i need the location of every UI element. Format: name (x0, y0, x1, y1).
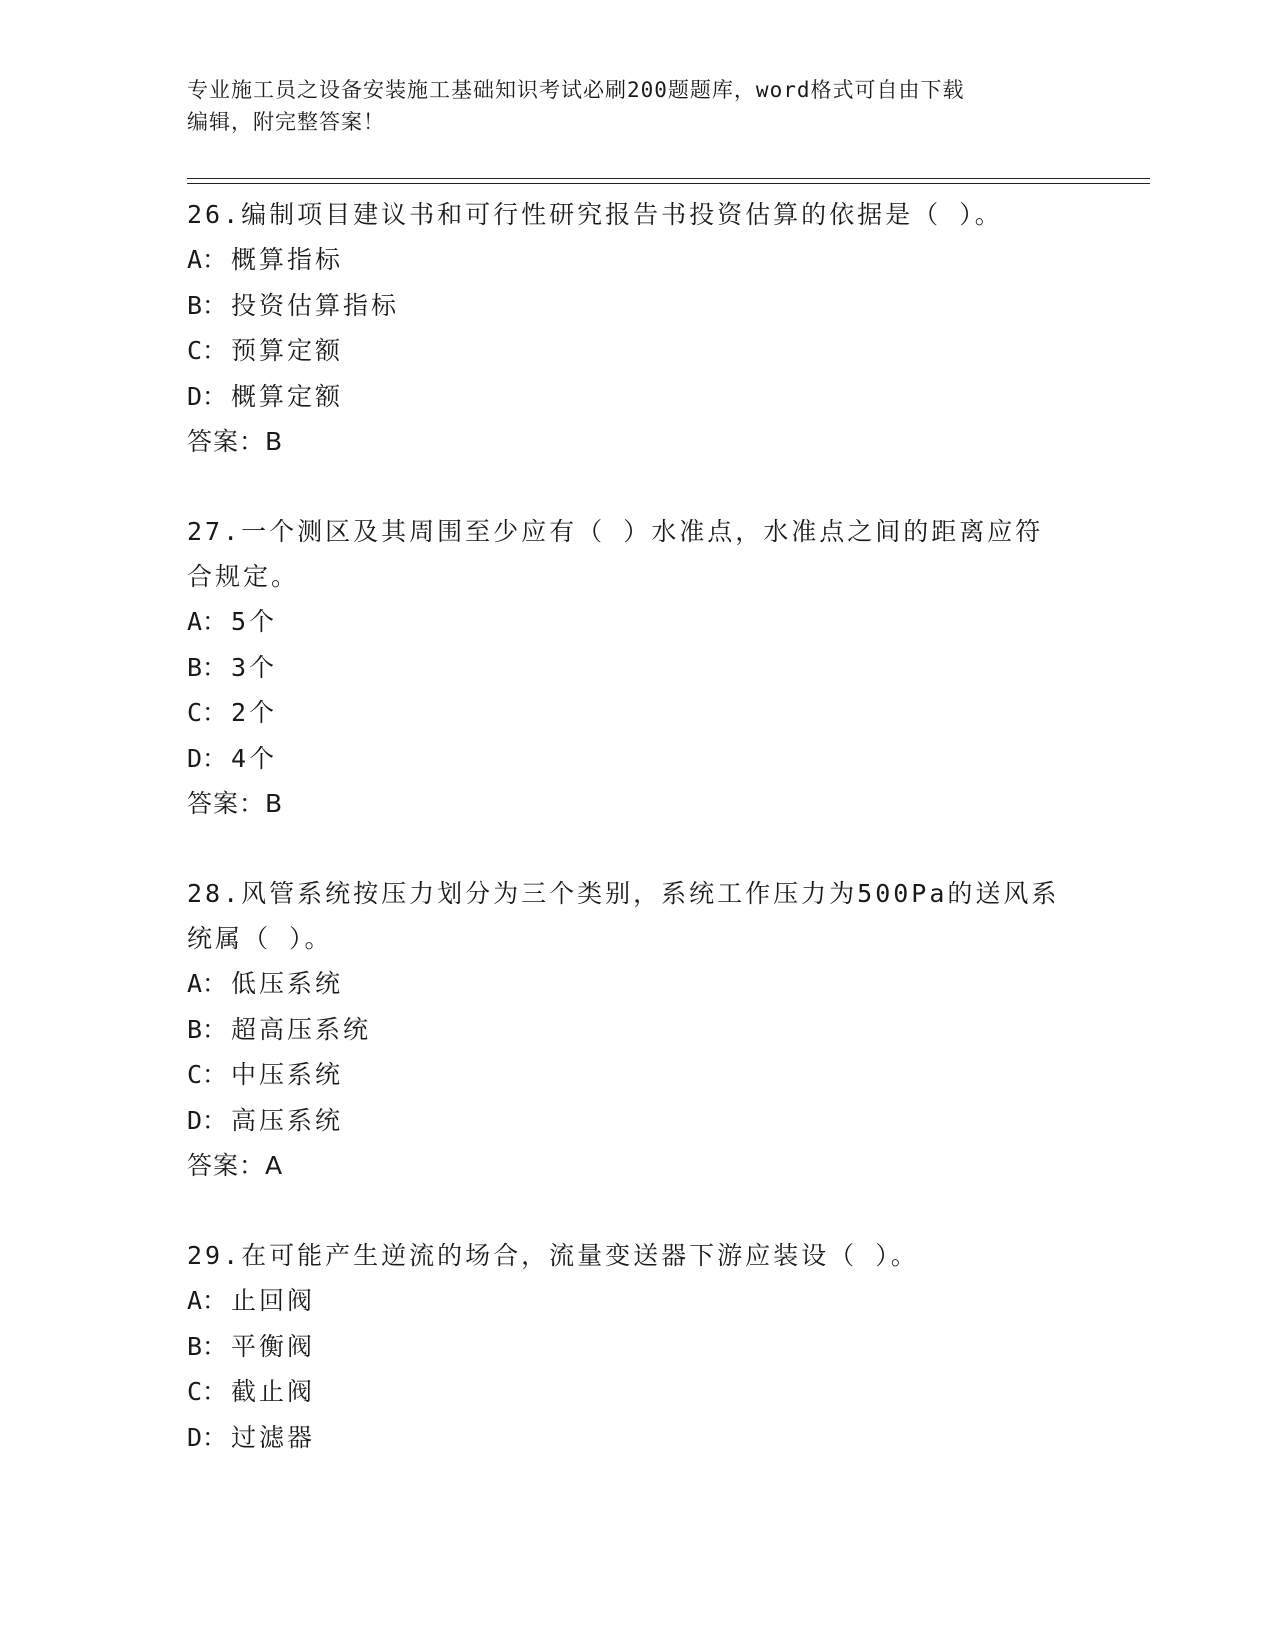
header-divider-top (187, 178, 1150, 179)
question-list (187, 192, 1087, 1504)
option-text: 5个 (231, 607, 278, 636)
option-text: 概算定额 (231, 381, 344, 411)
option-text: 4个 (231, 743, 278, 773)
option-key: A： (187, 245, 228, 274)
option-text: 概算指标 (231, 245, 344, 274)
option-text: 预算定额 (231, 336, 344, 365)
question-stem-line: 合规定。 (187, 562, 300, 591)
option-text: 3个 (231, 652, 278, 682)
option-key: B： (187, 1014, 228, 1044)
option-key: D： (187, 381, 228, 411)
option-key: A： (187, 1286, 228, 1315)
question-stem-line: 27.一个测区及其周围至少应有（ ）水准点，水准点之间的距离应符 (187, 517, 1044, 546)
option-text: 过滤器 (231, 1422, 316, 1452)
question-stem-line: 统属（ ）。 (187, 924, 333, 953)
option-key: B： (187, 290, 228, 320)
question-stem-line: 28.风管系统按压力划分为三个类别，系统工作压力为500Pa的送风系 (187, 879, 1060, 908)
option-key: A： (187, 969, 228, 998)
option-c (187, 328, 1087, 374)
question-29 (187, 1233, 1087, 1460)
question-stem (187, 1233, 1087, 1278)
question-stem-line: 29.在可能产生逆流的场合，流量变送器下游应装设（ ）。 (187, 1241, 919, 1270)
question-stem (187, 871, 1087, 961)
question-27 (187, 509, 1087, 827)
question-stem-line: 26.编制项目建议书和可行性研究报告书投资估算的依据是（ ）。 (187, 200, 1003, 229)
option-text: 中压系统 (231, 1060, 344, 1089)
option-key: D： (187, 743, 228, 773)
option-a (187, 599, 1087, 645)
option-key: C： (187, 1377, 228, 1406)
option-d (187, 1415, 1087, 1461)
answer-line: 答案：B (187, 427, 284, 456)
header-line-1: 专业施工员之设备安装施工基础知识考试必刷200题题库，word格式可自由下载 (187, 78, 965, 102)
option-key: C： (187, 698, 228, 727)
option-text: 高压系统 (231, 1105, 344, 1135)
question-28 (187, 871, 1087, 1189)
option-a (187, 237, 1087, 283)
option-d (187, 1098, 1087, 1144)
option-text: 投资估算指标 (231, 290, 400, 320)
option-text: 低压系统 (231, 969, 344, 998)
option-text: 止回阀 (231, 1286, 316, 1315)
option-text: 超高压系统 (231, 1014, 372, 1044)
header-line-2: 编辑，附完整答案！ (187, 110, 385, 134)
option-b (187, 283, 1087, 329)
option-key: A： (187, 607, 228, 636)
option-key: D： (187, 1105, 228, 1135)
question-stem (187, 509, 1087, 599)
option-key: C： (187, 336, 228, 365)
question-stem (187, 192, 1087, 237)
option-key: C： (187, 1060, 228, 1089)
question-26 (187, 192, 1087, 465)
option-text: 截止阀 (231, 1377, 316, 1406)
option-b (187, 645, 1087, 691)
option-key: D： (187, 1422, 228, 1452)
answer-line: 答案：B (187, 789, 284, 818)
option-c (187, 1369, 1087, 1415)
option-text: 2个 (231, 698, 278, 727)
option-a (187, 961, 1087, 1007)
option-d (187, 736, 1087, 782)
option-a (187, 1278, 1087, 1324)
option-c (187, 690, 1087, 736)
header-divider-bottom (187, 183, 1150, 184)
option-c (187, 1052, 1087, 1098)
answer-line: 答案：A (187, 1151, 284, 1180)
option-d (187, 374, 1087, 420)
option-key: B： (187, 652, 228, 682)
option-b (187, 1324, 1087, 1370)
option-key: B： (187, 1331, 228, 1361)
option-b (187, 1007, 1087, 1053)
option-text: 平衡阀 (231, 1331, 316, 1361)
document-header (187, 74, 1087, 138)
